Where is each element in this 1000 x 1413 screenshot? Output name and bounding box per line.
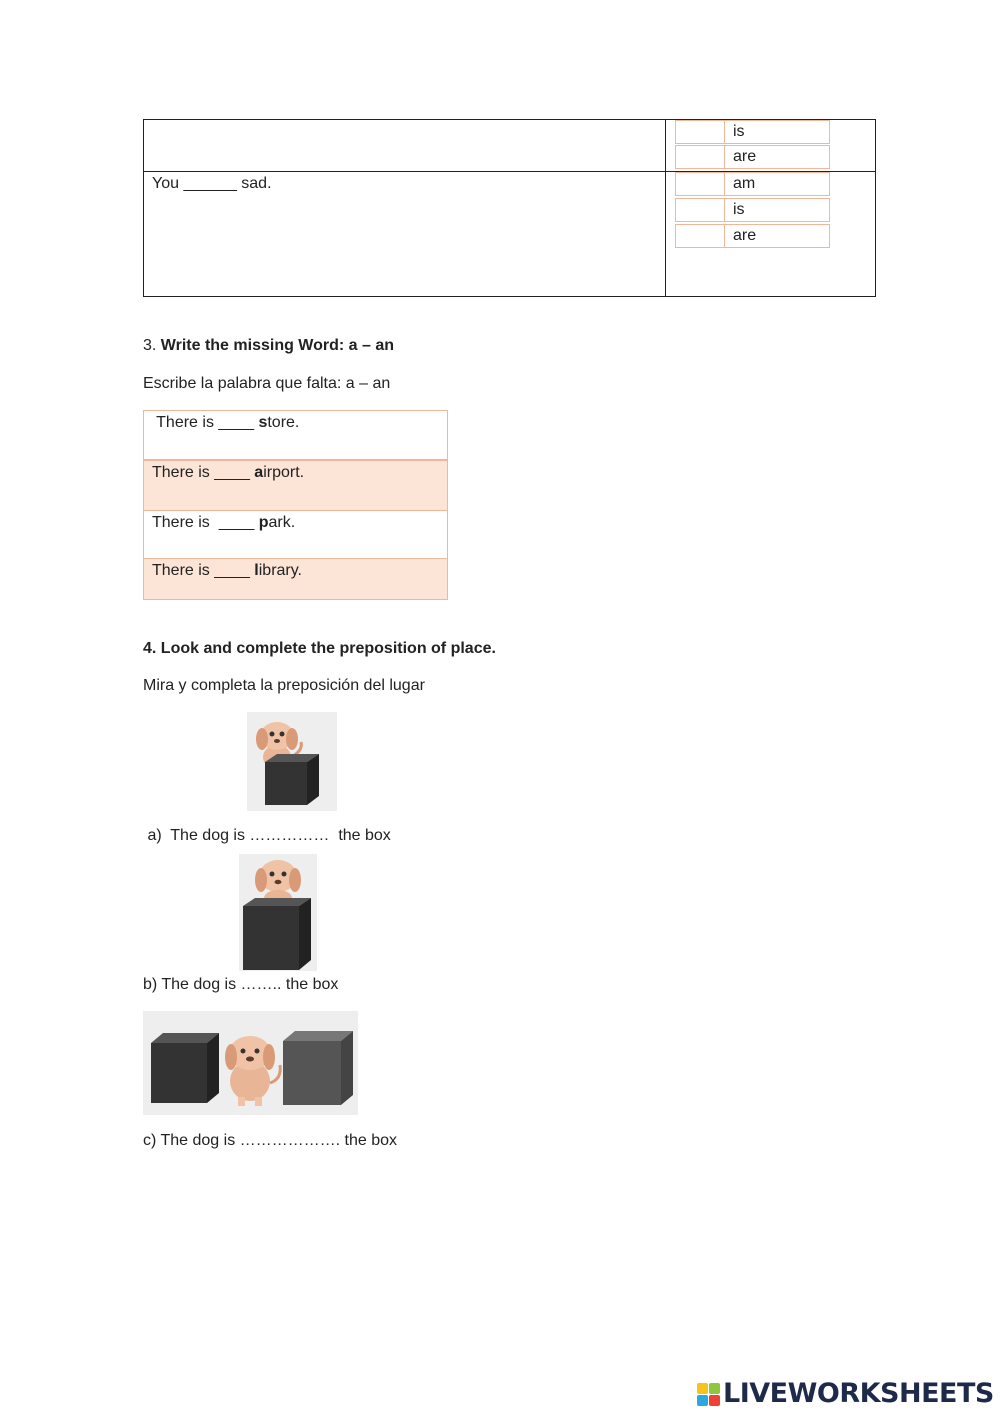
question-b: b) The dog is …….. the box — [143, 976, 339, 993]
article-sentence: There is ____ airport. — [152, 464, 305, 481]
option-are-row1[interactable] — [675, 145, 830, 169]
section4-heading — [143, 640, 496, 658]
box-icon — [265, 754, 319, 805]
article-row[interactable] — [144, 461, 447, 511]
option-label: are — [733, 227, 757, 244]
article-row[interactable] — [144, 559, 447, 599]
option-checkbox[interactable] — [676, 121, 725, 143]
section3-number: 3. — [143, 337, 157, 354]
option-label: am — [733, 175, 756, 192]
option-label: is — [733, 123, 745, 140]
option-are-row2[interactable] — [675, 224, 830, 248]
section3-heading — [143, 337, 394, 355]
sentence-you-sad: You ______ sad. — [152, 175, 272, 192]
question-a: a) The dog is …………… the box — [143, 827, 391, 844]
option-label: is — [733, 201, 745, 218]
article-row[interactable] — [144, 511, 447, 559]
option-checkbox[interactable] — [676, 146, 725, 168]
liveworksheets-logo-icon — [697, 1383, 721, 1407]
liveworksheets-logo — [697, 1378, 997, 1412]
section4-subtitle: Mira y completa la preposición del lugar — [143, 677, 425, 694]
dog-behind-box-image — [247, 712, 337, 811]
box-icon — [243, 898, 311, 970]
article-table — [143, 410, 448, 600]
option-checkbox[interactable] — [676, 173, 725, 195]
dog-between-boxes-image — [143, 1011, 358, 1115]
section4-title: 4. Look and complete the preposition of place. — [143, 640, 496, 657]
article-sentence: There is ____ library. — [152, 562, 302, 579]
option-is-row1[interactable] — [675, 120, 830, 144]
option-am-row2[interactable] — [675, 172, 830, 196]
box-icon — [283, 1031, 353, 1105]
box-icon — [151, 1033, 219, 1103]
article-sentence: There is ____ park. — [152, 514, 296, 531]
option-checkbox[interactable] — [676, 199, 725, 221]
question-c: c) The dog is ………………. the box — [143, 1132, 398, 1149]
logo-text: LIVEWORKSHEETS — [723, 1378, 994, 1409]
dog-in-box-image — [239, 854, 317, 971]
option-is-row2[interactable] — [675, 198, 830, 222]
section3-title: Write the missing Word: a – an — [160, 337, 395, 354]
verb-choice-table — [143, 119, 876, 297]
section3-subtitle: Escribe la palabra que falta: a – an — [143, 375, 391, 392]
article-row[interactable] — [144, 411, 447, 461]
column-divider — [665, 120, 666, 296]
option-label: are — [733, 148, 757, 165]
option-checkbox[interactable] — [676, 225, 725, 247]
article-sentence: There is ____ store. — [152, 414, 300, 431]
